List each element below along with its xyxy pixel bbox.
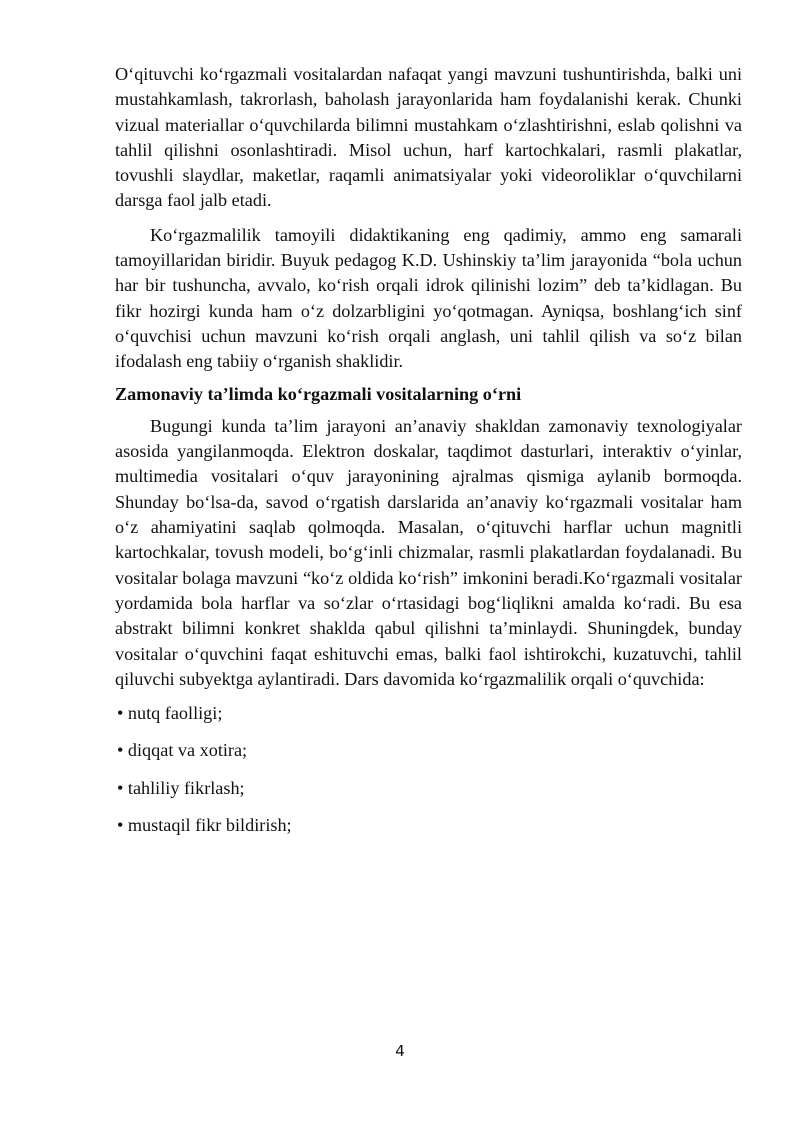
bullet-item: • diqqat va xotira;	[117, 740, 248, 761]
bullet-item: • mustaqil fikr bildirish;	[117, 815, 292, 836]
section-heading: Zamonaviy ta’limda ko‘rgazmali vositalarning o‘rni	[115, 383, 522, 404]
principle-paragraph: Ko‘rgazmalilik tamoyili didaktikaning eng qadimiy, ammo eng samarali tamoyillaridan biridir. Buyuk pedagog K.D. Ushinskiy ta’lim jarayonida “bola uchun har bir tushuncha, avvalo, ko‘rish orqali idrok qilinishi lozim” deb ta’kidlagan. Bu fikr hozirgi kunda ham o‘z dolzarbligini yo‘qotmagan. Ayniqsa, boshlang‘ich sinf o‘quvchisi uchun mavzuni ko‘rish orqali anglash, uni tahlil qilish va so‘z bilan ifodalash eng tabiiy o‘rganish shaklidir.	[115, 224, 742, 372]
bullet-list	[117, 701, 742, 838]
document-page	[115, 62, 742, 850]
bullet-item: • nutq faolligi;	[117, 703, 223, 724]
intro-paragraph: O‘qituvchi ko‘rgazmali vositalardan nafaqat yangi mavzuni tushuntirishda, balki uni mustahkamlash, takrorlash, baholash jarayonlarida ham foydalanishi kerak. Chunki vizual materiallar o‘quvchilarda bilimni mustahkam o‘zlashtirishni, eslab qolishni va tahlil qilishni osonlashtiradi. Misol uchun, harf kartochkalari, rasmli plakatlar, tovushli slaydlar, maketlar, raqamli animatsiyalar yoki videoroliklar o‘quvchilarni darsga faol jalb etadi.	[115, 64, 742, 211]
bullet-item: • tahliliy fikrlash;	[117, 777, 245, 798]
section-paragraph: Bugungi kunda ta’lim jarayoni an’anaviy shakldan zamonaviy texnologiyalar asosida yangilanmoqda. Elektron doskalar, taqdimot dasturlari, interaktiv o‘yinlar, multimedia vositalari o‘quv jarayonining ajralmas qismiga aylanib bormoqda. Shunday bo‘lsa-da, savod o‘rgatish darslarida an’anaviy ko‘rgazmali vositalar ham o‘z ahamiyatini saqlab qolmoqda. Masalan, o‘qituvchi harflar uchun magnitli kartochkalar, tovush modeli, bo‘g‘inli chizmalar, rasmli plakatlardan foydalanadi. Bu vositalar bolaga mavzuni “ko‘z oldida ko‘rish” imkonini beradi.Ko‘rgazmali vositalar yordamida bola harflar va so‘zlar o‘rtasidagi bog‘liqlikni amalda ko‘radi. Bu esa abstrakt bilimni konkret shaklda qabul qilishni ta’minlaydi. Shuningdek, bunday vositalar o‘quvchini faqat eshituvchi emas, balki faol ishtirokchi, kuzatuvchi, tahlil qiluvchi subyektga aylantiradi. Dars davomida ko‘rgazmalilik orqali o‘quvchida:	[115, 415, 742, 689]
page-number: 4	[395, 1042, 405, 1060]
